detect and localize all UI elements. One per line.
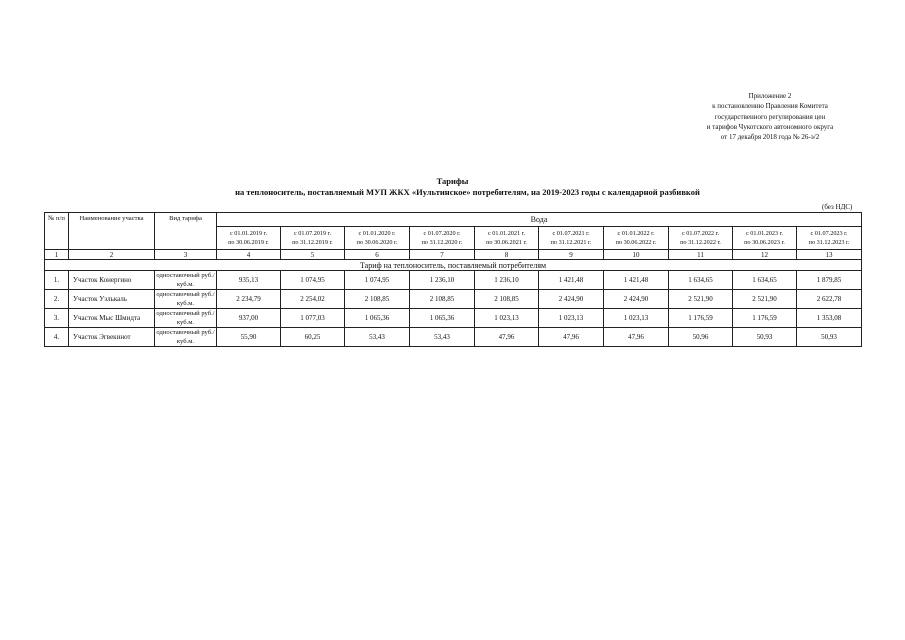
period-from: с 01.07.2020 г. [423, 229, 461, 237]
tariff-value: 2 622,78 [797, 290, 862, 309]
tariff-value: 2 424,90 [539, 290, 604, 309]
column-number: 11 [669, 250, 733, 260]
site-name: Участок Конергино [69, 271, 155, 290]
column-number: 9 [539, 250, 604, 260]
column-number: 2 [69, 250, 155, 260]
period-to: по 30.06.2021 г. [486, 238, 527, 246]
period-to: по 31.12.2020 г. [421, 238, 463, 246]
tariff-value: 1 023,13 [604, 309, 669, 328]
period-from: с 01.01.2021 г. [487, 229, 526, 237]
period-to: по 31.12.2023 г. [808, 238, 850, 246]
period-header [604, 226, 669, 249]
tariff-value: 47,96 [539, 328, 604, 347]
tariff-value: 2 521,90 [669, 290, 733, 309]
tariff-table [44, 212, 862, 347]
column-number: 5 [281, 250, 345, 260]
period-header [733, 226, 797, 249]
header-group: Вода [217, 213, 862, 227]
tariff-value: 1 077,03 [281, 309, 345, 328]
period-from: с 01.01.2019 г. [229, 229, 268, 237]
row-number: 1. [45, 271, 69, 290]
tariff-value: 47,96 [475, 328, 539, 347]
tariff-value: 1 236,10 [475, 271, 539, 290]
period-to: по 31.12.2019 г. [292, 238, 333, 246]
tariff-value: 1 074,95 [345, 271, 410, 290]
tariff-value: 60,25 [281, 328, 345, 347]
row-number: 3. [45, 309, 69, 328]
period-from: с 01.07.2023 г. [810, 229, 848, 237]
period-to: по 30.06.2020 г. [356, 238, 398, 246]
tariff-type: одноставочный руб./куб.м. [156, 272, 215, 288]
column-number: 6 [345, 250, 410, 260]
tariff-type: одноставочный руб./куб.м. [156, 291, 215, 307]
period-to: по 31.12.2022 г. [680, 238, 721, 246]
appendix-note [640, 91, 900, 142]
tariff-value: 1 634,65 [733, 271, 797, 290]
tariff-value: 1 879,85 [797, 271, 862, 290]
period-from: с 01.01.2023 г. [745, 229, 784, 237]
section-title: Тариф на теплоноситель, поставляемый потребителям [45, 260, 862, 271]
tariff-value: 47,96 [604, 328, 669, 347]
header-num: № п/п [45, 213, 69, 250]
tariff-value: 2 108,85 [475, 290, 539, 309]
column-number: 3 [155, 250, 217, 260]
table-row [45, 309, 862, 328]
period-header [539, 226, 604, 249]
row-number: 2. [45, 290, 69, 309]
vat-note: (без НДС) [822, 203, 853, 211]
column-number: 8 [475, 250, 539, 260]
document-title [0, 176, 905, 198]
table-row [45, 271, 862, 290]
period-header [410, 226, 475, 249]
period-to: по 30.06.2019 г. [228, 238, 269, 246]
tariff-type: одноставочный руб./куб.м. [156, 329, 215, 345]
period-to: по 31.12.2021 г. [550, 238, 592, 246]
tariff-value: 1 023,13 [475, 309, 539, 328]
tariff-value: 2 424,90 [604, 290, 669, 309]
title-line-1: Тарифы [436, 176, 469, 186]
tariff-value: 1 353,08 [797, 309, 862, 328]
column-number: 1 [45, 250, 69, 260]
site-name: Участок Уэлькаль [69, 290, 155, 309]
tariff-value: 1 421,48 [604, 271, 669, 290]
appendix-line: государственного регулирования цен [714, 112, 826, 121]
period-to: по 30.06.2023 г. [744, 238, 785, 246]
tariff-value: 50,96 [669, 328, 733, 347]
tariff-value: 1 023,13 [539, 309, 604, 328]
tariff-value: 1 065,36 [410, 309, 475, 328]
tariff-value: 2 108,85 [345, 290, 410, 309]
tariff-value: 1 065,36 [345, 309, 410, 328]
column-number: 13 [797, 250, 862, 260]
appendix-line: к постановлению Правления Комитета [712, 102, 828, 111]
tariff-type: одноставочный руб./куб.м. [156, 310, 215, 326]
period-from: с 01.07.2021 г. [552, 229, 590, 237]
tariff-value: 50,93 [797, 328, 862, 347]
period-header [281, 226, 345, 249]
appendix-line: от 17 декабря 2018 года № 26-э/2 [720, 133, 820, 142]
row-number: 4. [45, 328, 69, 347]
table-row [45, 290, 862, 309]
period-header [475, 226, 539, 249]
tariff-value: 2 234,79 [217, 290, 281, 309]
tariff-value: 2 521,90 [733, 290, 797, 309]
period-header [345, 226, 410, 249]
tariff-value: 1 176,59 [669, 309, 733, 328]
tariff-value: 935,13 [217, 271, 281, 290]
title-line-2: на теплоноситель, поставляемый МУП ЖКХ «Иультинское» потребителям, на 2019-2023 годы с календарной разбивкой [235, 187, 700, 197]
table-row [45, 328, 862, 347]
tariff-value: 53,43 [410, 328, 475, 347]
column-number: 12 [733, 250, 797, 260]
header-type: Вид тарифа [155, 213, 217, 250]
tariff-value: 1 074,95 [281, 271, 345, 290]
period-to: по 30.06.2022 г. [615, 238, 657, 246]
period-from: с 01.01.2020 г. [358, 229, 396, 237]
period-header [797, 226, 862, 249]
period-header [669, 226, 733, 249]
period-from: с 01.07.2019 г. [293, 229, 332, 237]
tariff-value: 1 236,10 [410, 271, 475, 290]
tariff-value: 1 421,48 [539, 271, 604, 290]
appendix-line: Приложение 2 [748, 92, 792, 100]
tariff-value: 55,90 [217, 328, 281, 347]
tariff-value: 53,43 [345, 328, 410, 347]
period-from: с 01.01.2022 г. [617, 229, 655, 237]
site-name: Участок Эгвекинот [69, 328, 155, 347]
tariff-value: 50,93 [733, 328, 797, 347]
period-from: с 01.07.2022 г. [681, 229, 720, 237]
tariff-value: 2 108,85 [410, 290, 475, 309]
column-number: 10 [604, 250, 669, 260]
tariff-value: 2 254,02 [281, 290, 345, 309]
tariff-value: 937,00 [217, 309, 281, 328]
tariff-value: 1 634,65 [669, 271, 733, 290]
header-name: Наименование участка [69, 213, 155, 250]
site-name: Участок Мыс Шмидта [69, 309, 155, 328]
period-header [217, 226, 281, 249]
appendix-line: и тарифов Чукотского автономного округа [706, 122, 834, 131]
column-number: 4 [217, 250, 281, 260]
tariff-value: 1 176,59 [733, 309, 797, 328]
column-number: 7 [410, 250, 475, 260]
